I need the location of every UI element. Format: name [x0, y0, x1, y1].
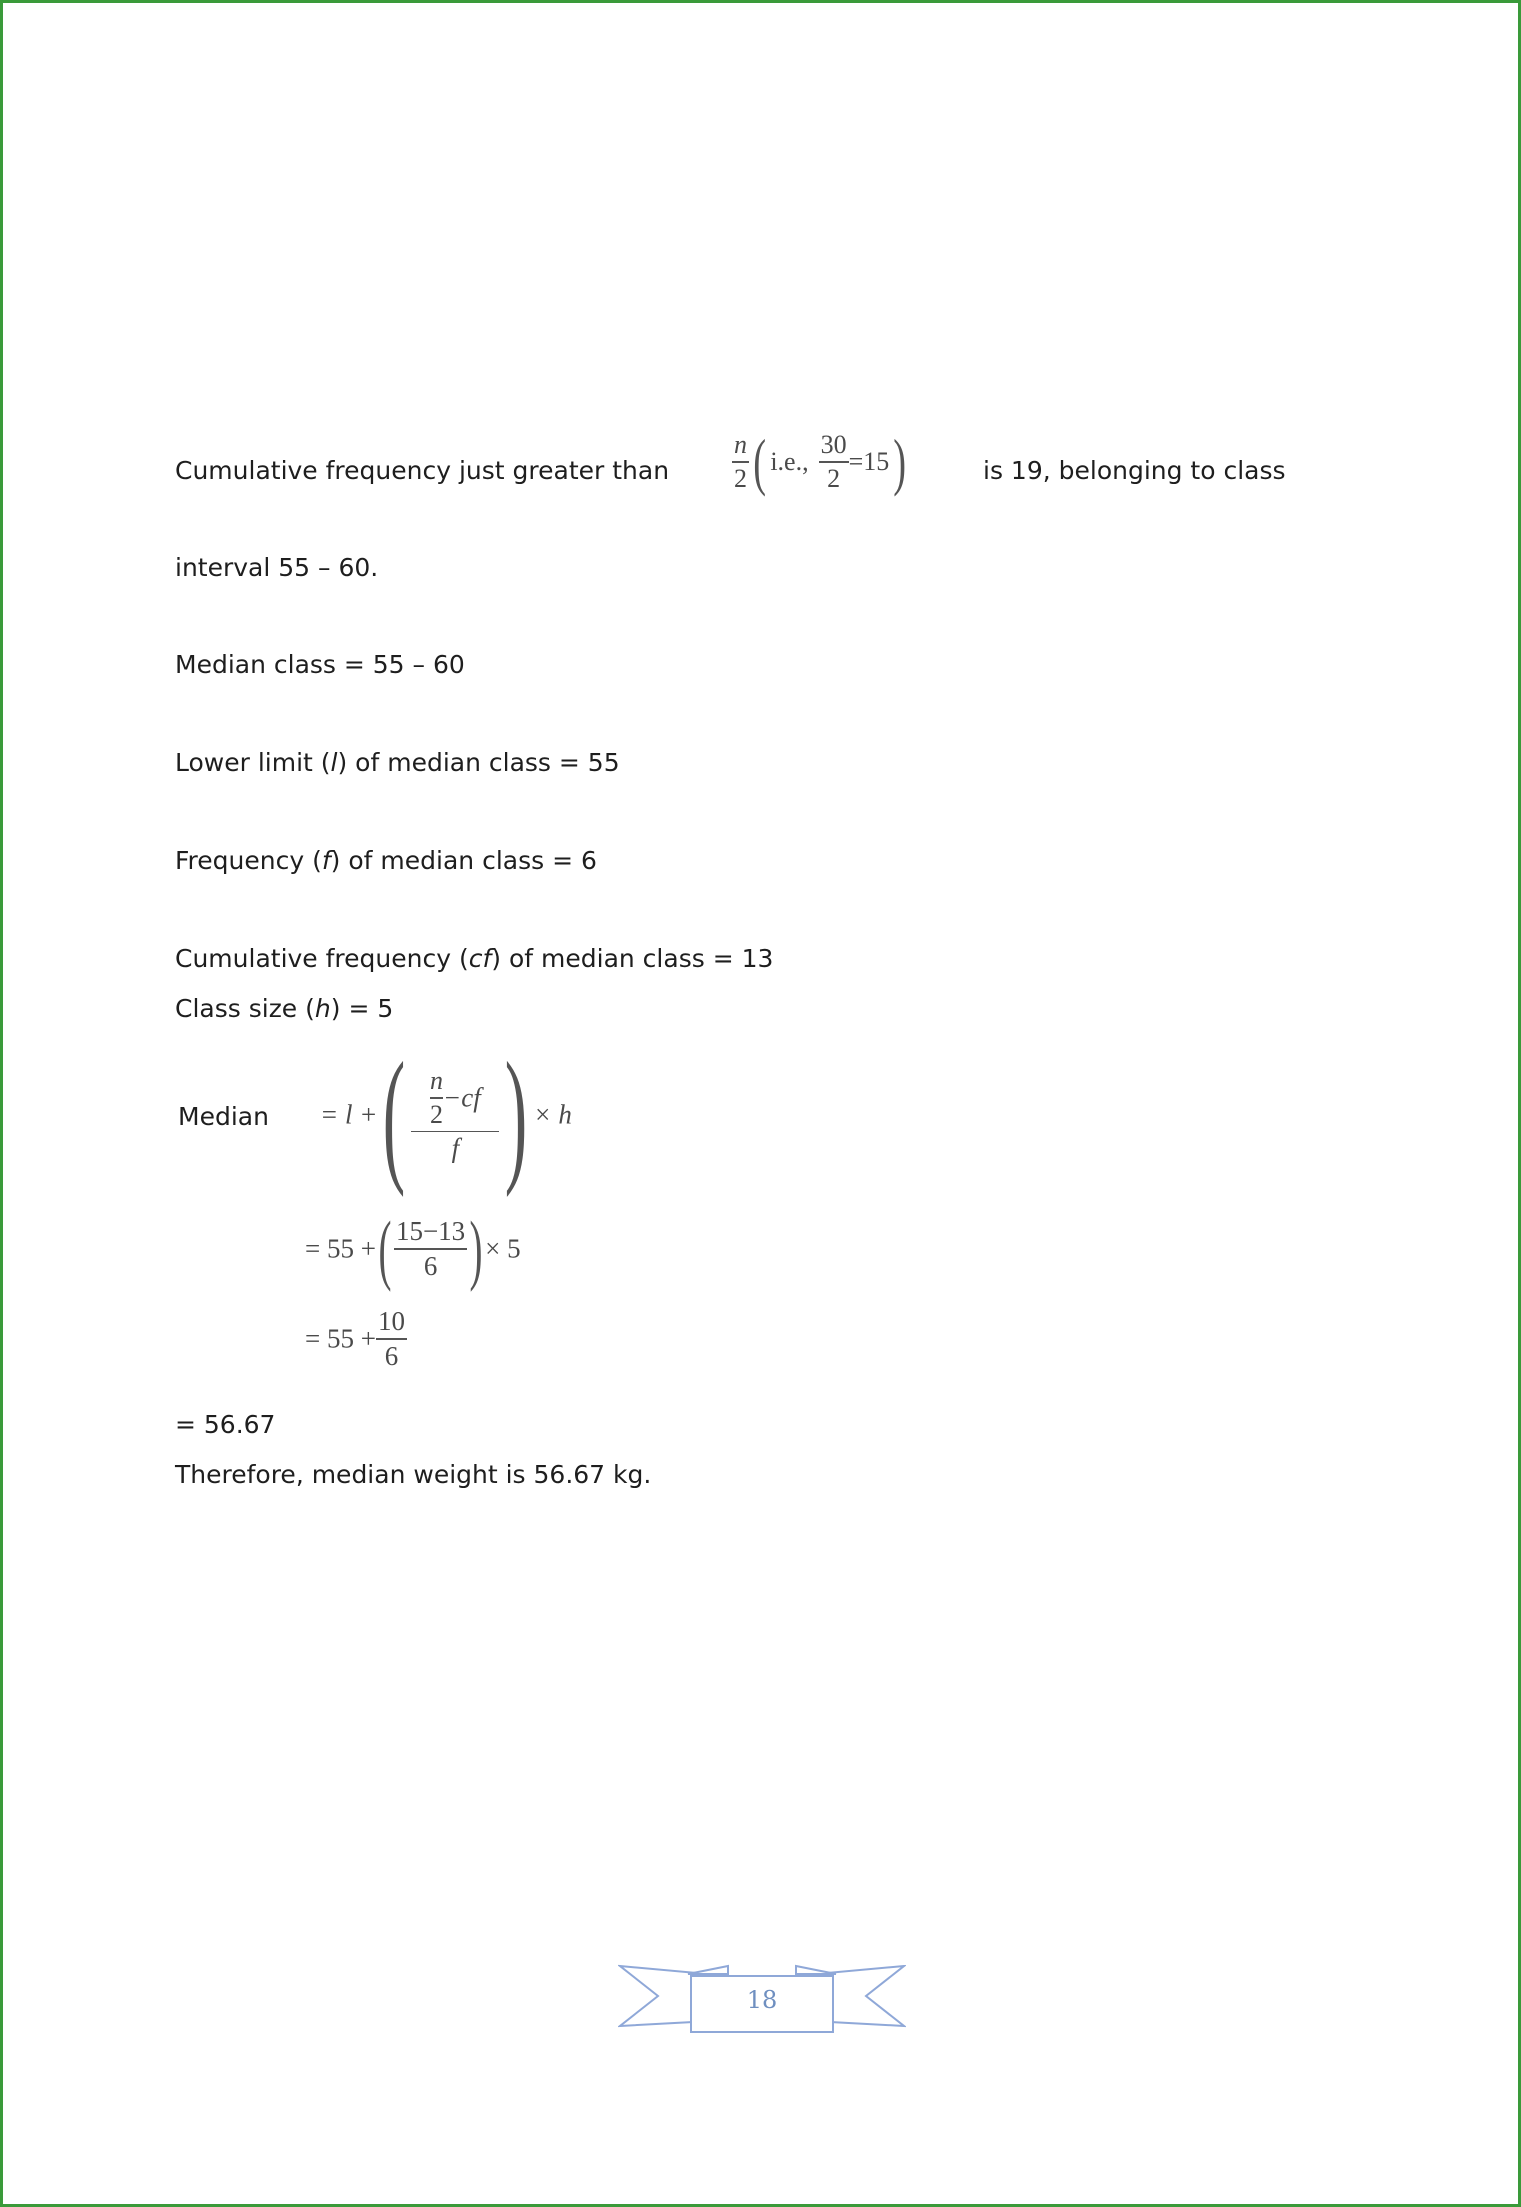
- value: ) of median class = 55: [337, 748, 620, 777]
- interval-text: interval 55 – 60.: [175, 553, 379, 582]
- denominator: 2: [430, 1099, 444, 1129]
- denominator: 2: [827, 463, 841, 493]
- median-formula: [320, 1032, 572, 1198]
- variable-f: f: [321, 846, 331, 875]
- value: ) of median class = 6: [330, 846, 597, 875]
- numerator: 30: [820, 430, 847, 460]
- times-5: × 5: [485, 1233, 521, 1264]
- result-text: = 56.67: [175, 1410, 276, 1439]
- median-step-1: [305, 1205, 521, 1292]
- times-h: × h: [533, 1099, 572, 1130]
- right-paren: ): [505, 1032, 528, 1198]
- equals-55-plus: = 55 +: [305, 1323, 376, 1354]
- conclusion-text: Therefore, median weight is 56.67 kg.: [175, 1460, 652, 1489]
- label: Class size (: [175, 994, 315, 1023]
- right-paren: ): [893, 426, 907, 497]
- numerator: 10: [377, 1306, 405, 1336]
- fraction-bar: [732, 461, 749, 463]
- frequency-text: [175, 848, 597, 873]
- cumulative-frequency-text: [175, 946, 773, 971]
- cf-intro-text: Cumulative frequency just greater than: [175, 456, 670, 485]
- denominator: 6: [384, 1340, 399, 1371]
- fraction-bar: [394, 1248, 467, 1250]
- ie-label: i.e.,: [770, 447, 809, 476]
- value: ) of median class = 13: [491, 944, 774, 973]
- right-paren: ): [469, 1205, 483, 1292]
- page-number: 18: [746, 1986, 778, 2014]
- label: Lower limit (: [175, 748, 331, 777]
- denominator: f: [451, 1133, 460, 1163]
- variable-l: l: [330, 748, 338, 777]
- numerator: n: [430, 1066, 444, 1095]
- fraction-30-over-2: [819, 432, 849, 492]
- equals-15: =15: [848, 447, 890, 476]
- equals-l-plus: = l +: [320, 1099, 378, 1130]
- label: Cumulative frequency (: [175, 944, 469, 973]
- n-over-2-formula: [732, 426, 911, 497]
- minus-cf: −cf: [443, 1082, 481, 1113]
- median-class-text: Median class = 55 – 60: [175, 650, 465, 679]
- numerator: [428, 1068, 483, 1128]
- fraction-bar: [819, 461, 849, 463]
- fraction-bar: [376, 1338, 407, 1340]
- fraction-10-over-6: [376, 1308, 407, 1370]
- denominator: 2: [734, 463, 747, 493]
- page-number-banner: [618, 1958, 906, 2042]
- left-paren: (: [753, 426, 767, 497]
- lower-limit-text: [175, 750, 620, 775]
- fraction-median: [411, 1068, 499, 1162]
- fraction-bar: [411, 1131, 499, 1133]
- fraction-bar: [430, 1097, 443, 1099]
- left-paren: (: [378, 1205, 392, 1292]
- variable-h: h: [314, 994, 331, 1023]
- fraction-15-minus-13-over-6: [394, 1218, 467, 1280]
- median-label: Median: [178, 1102, 269, 1131]
- equals-55-plus: = 55 +: [305, 1233, 376, 1264]
- cf-intro-text-after: is 19, belonging to class: [983, 456, 1286, 485]
- numerator: n: [734, 430, 747, 460]
- class-size-text: [175, 996, 393, 1021]
- label: Frequency (: [175, 846, 322, 875]
- value: ) = 5: [330, 994, 394, 1023]
- numerator: 15−13: [395, 1216, 466, 1247]
- fraction-n-over-2: [732, 432, 749, 492]
- left-paren: (: [383, 1032, 406, 1198]
- variable-cf: cf: [468, 944, 492, 973]
- median-step-2: [305, 1308, 407, 1370]
- fraction-n-over-2: [430, 1068, 443, 1128]
- denominator: 6: [423, 1250, 438, 1281]
